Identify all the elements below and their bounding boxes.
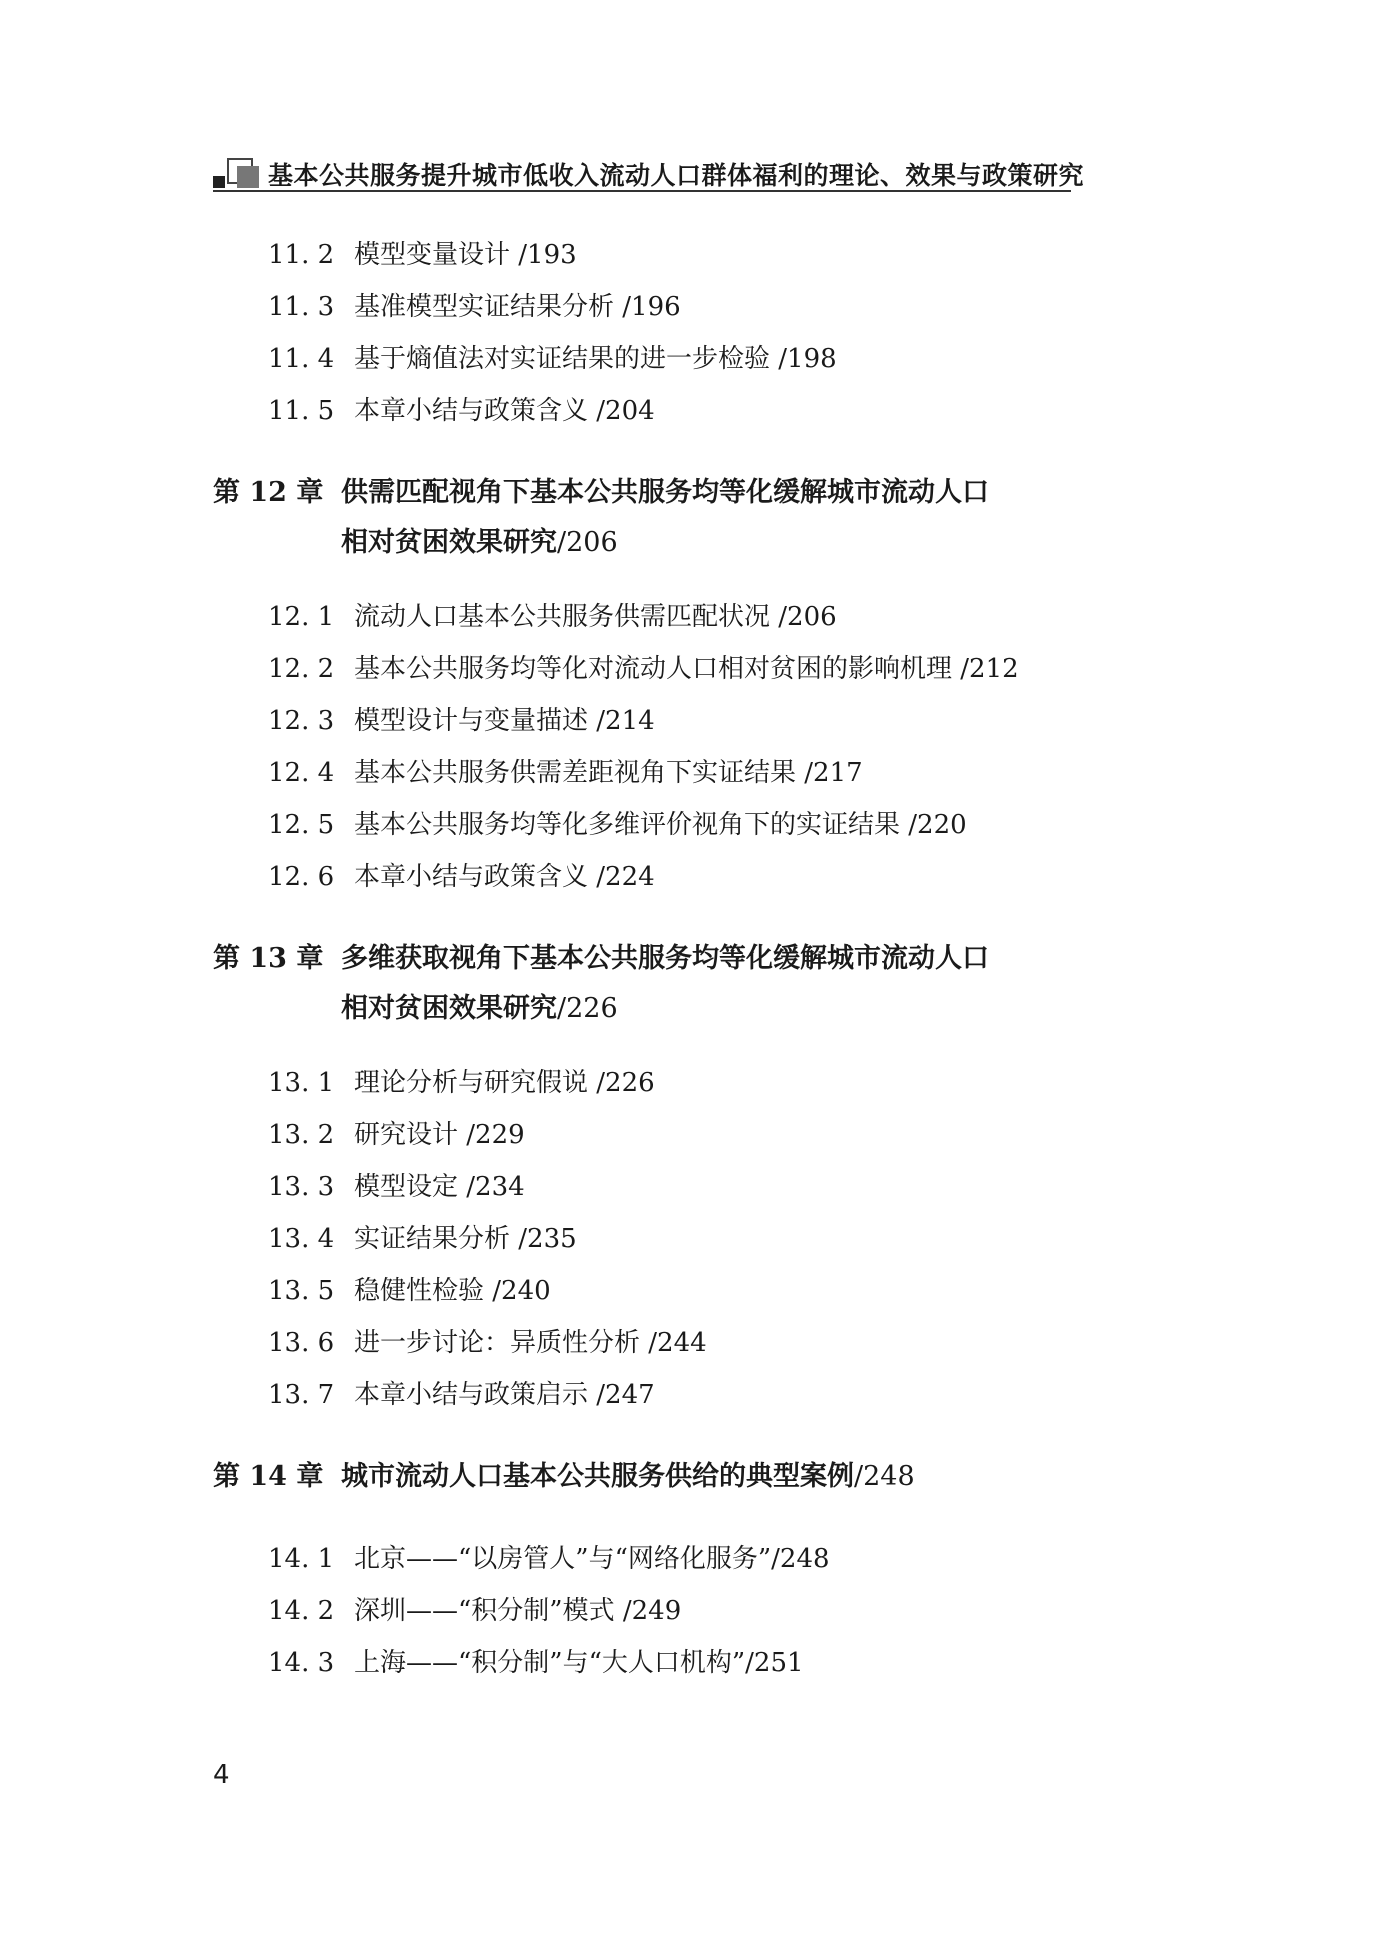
chapter-page: /248 [854,1461,915,1492]
chapter-title-line1: 供需匹配视角下基本公共服务均等化缓解城市流动人口 [341,477,989,508]
section-title: 本章小结与政策启示 /247 [354,1380,655,1410]
toc-entry [268,652,1019,686]
chapter-title-line1: 城市流动人口基本公共服务供给的典型案例 [341,1461,854,1492]
section-number: 12. 1 [268,602,335,632]
running-header [213,152,1085,192]
toc-entry [268,1118,525,1152]
section-number: 13. 6 [268,1328,335,1358]
toc-entry [268,756,863,790]
section-number: 12. 5 [268,810,335,840]
section-title: 实证结果分析 /235 [354,1224,577,1254]
page-number: 4 [213,1760,230,1790]
section-number: 14. 2 [268,1596,335,1626]
toc-entry [268,1066,655,1100]
chapter-page: /206 [557,527,618,558]
section-title: 深圳——“积分制”模式 /249 [354,1596,682,1626]
section-title: 上海——“积分制”与“大人口机构”/251 [354,1648,804,1678]
section-number: 12. 2 [268,654,335,684]
toc-entry [268,704,655,738]
section-title: 模型变量设计 /193 [354,240,577,270]
section-title: 北京——“以房管人”与“网络化服务”/248 [354,1544,830,1574]
section-title: 本章小结与政策含义 /224 [354,862,655,892]
toc-entry [268,1170,525,1204]
section-number: 13. 4 [268,1224,335,1254]
section-number: 11. 3 [268,292,335,322]
section-number: 11. 5 [268,396,335,426]
section-title: 模型设定 /234 [354,1172,525,1202]
toc-entry [268,342,837,376]
toc-entry [268,1222,577,1256]
section-title: 基于熵值法对实证结果的进一步检验 /198 [354,344,837,374]
section-title: 基本公共服务供需差距视角下实证结果 /217 [354,758,863,788]
toc-entry [268,1274,551,1308]
section-title: 研究设计 /229 [354,1120,525,1150]
chapter-label: 第 13 章 [213,943,324,974]
toc-entry [268,1326,707,1360]
chapter-label: 第 12 章 [213,477,324,508]
section-title: 模型设计与变量描述 /214 [354,706,655,736]
toc-entry [268,1378,655,1412]
book-title: 基本公共服务提升城市低收入流动人口群体福利的理论、效果与政策研究 [268,161,1085,190]
section-title: 流动人口基本公共服务供需匹配状况 /206 [354,602,837,632]
chapter-14-heading [213,1460,1113,1500]
chapter-title-line2: 相对贫困效果研究 [341,527,557,558]
section-title: 基本公共服务均等化多维评价视角下的实证结果 /220 [354,810,967,840]
chapter-title-line2: 相对贫困效果研究 [341,993,557,1024]
section-number: 11. 4 [268,344,335,374]
section-title: 基本公共服务均等化对流动人口相对贫困的影响机理 /212 [354,654,1019,684]
section-number: 11. 2 [268,240,335,270]
section-number: 13. 2 [268,1120,335,1150]
chapter-label: 第 14 章 [213,1461,324,1492]
header-rule [213,190,1071,192]
toc-entry [268,394,655,428]
chapter-title-line1: 多维获取视角下基本公共服务均等化缓解城市流动人口 [341,943,989,974]
toc-entry [268,238,577,272]
section-number: 14. 1 [268,1544,335,1574]
section-number: 14. 3 [268,1648,335,1678]
section-number: 13. 7 [268,1380,335,1410]
section-title: 进一步讨论：异质性分析 /244 [354,1328,707,1358]
section-title: 稳健性检验 /240 [354,1276,551,1306]
toc-entry [268,1594,681,1628]
section-title: 理论分析与研究假说 /226 [354,1068,655,1098]
header-square-black-icon [213,176,225,188]
section-number: 12. 4 [268,758,335,788]
chapter-13-heading [213,942,1113,1032]
section-title: 基准模型实证结果分析 /196 [354,292,681,322]
toc-entry [268,600,837,634]
toc-entry [268,1542,830,1576]
section-number: 12. 3 [268,706,335,736]
chapter-12-heading [213,476,1113,566]
chapter-page: /226 [557,993,618,1024]
toc-entry [268,290,681,324]
header-square-gray-icon [237,166,259,188]
toc-entry [268,808,967,842]
toc-entry [268,1646,804,1680]
section-number: 13. 5 [268,1276,335,1306]
section-number: 13. 3 [268,1172,335,1202]
toc-entry [268,860,655,894]
section-number: 12. 6 [268,862,335,892]
section-title: 本章小结与政策含义 /204 [354,396,655,426]
section-number: 13. 1 [268,1068,335,1098]
